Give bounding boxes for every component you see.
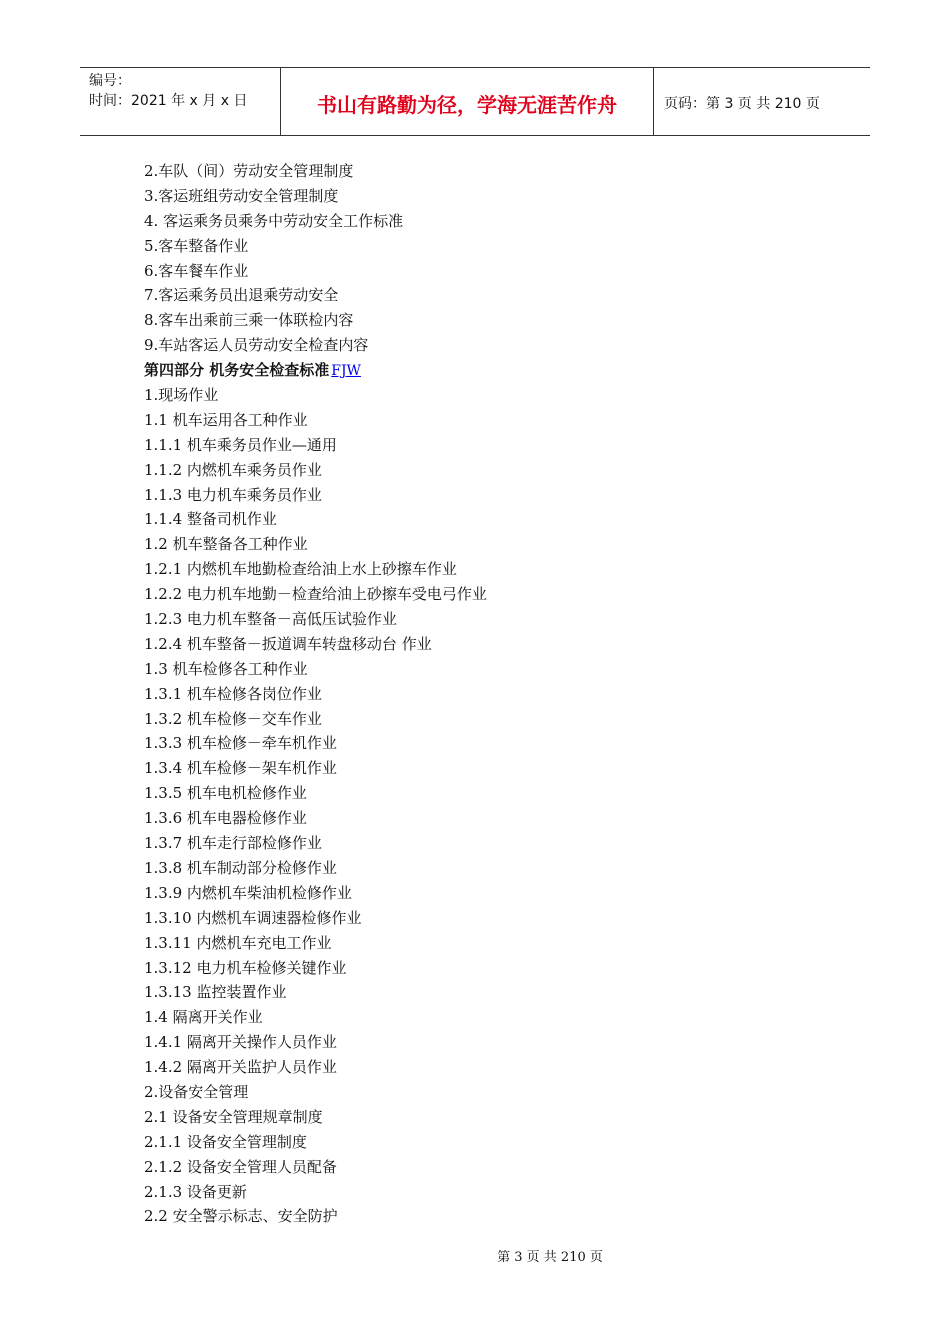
fjw-link[interactable]: FJW	[331, 363, 361, 380]
toc-line	[144, 607, 844, 632]
toc-line-text: 3.客运班组劳动安全管理制度	[144, 186, 339, 205]
page-header	[80, 67, 870, 136]
toc-line-text: 1.1.2 内燃机车乘务员作业	[144, 460, 322, 479]
toc-line	[144, 1080, 844, 1105]
toc-line	[144, 1130, 844, 1155]
toc-line	[144, 931, 844, 956]
toc-line	[144, 433, 844, 458]
header-meta	[80, 68, 281, 135]
toc-line	[144, 781, 844, 806]
toc-line-text: 1.3.1 机车检修各岗位作业	[144, 684, 322, 703]
toc-line-text: 2.1 设备安全管理规章制度	[144, 1107, 323, 1126]
toc-line-text: 1.3.2 机车检修－交车作业	[144, 709, 322, 728]
toc-line-text: 7.客运乘务员出退乘劳动安全	[144, 286, 339, 305]
toc-line	[144, 1204, 844, 1229]
toc-line	[144, 881, 844, 906]
toc-line	[144, 1005, 844, 1030]
toc-line	[144, 682, 844, 707]
doc-time-label: 时间：2021 年 x 月 x 日	[89, 93, 248, 109]
toc-line	[144, 1105, 844, 1130]
toc-line-text: 2.1.1 设备安全管理制度	[144, 1132, 307, 1151]
toc-line-text: 1.3.13 监控装置作业	[144, 983, 287, 1002]
toc-line	[144, 1155, 844, 1180]
toc-line	[144, 856, 844, 881]
toc-line-text: 2.设备安全管理	[144, 1082, 249, 1101]
toc-line-text: 1.现场作业	[144, 386, 219, 405]
toc-line-text: 5.客车整备作业	[144, 236, 249, 255]
toc-line-text: 1.4.2 隔离开关监护人员作业	[144, 1058, 337, 1077]
toc-line-text: 1.1.3 电力机车乘务员作业	[144, 485, 322, 504]
toc-line-text: 1.3.6 机车电器检修作业	[144, 809, 307, 828]
toc-line-text: 1.4 隔离开关作业	[144, 1008, 263, 1027]
toc-line	[144, 308, 844, 333]
doc-number-label: 编号：	[89, 73, 131, 89]
header-page-info: 页码：第 3 页 共 210 页	[664, 95, 820, 112]
toc-line	[144, 184, 844, 209]
toc-line	[144, 731, 844, 756]
toc-line	[144, 1055, 844, 1080]
toc-line-text: 4. 客运乘务员乘务中劳动安全工作标准	[144, 211, 404, 230]
section-heading	[144, 358, 844, 383]
toc-line	[144, 707, 844, 732]
toc-line-text: 1.3.10 内燃机车调速器检修作业	[144, 908, 362, 927]
toc-line	[144, 483, 844, 508]
toc-line	[144, 234, 844, 259]
toc-line-text: 2.1.2 设备安全管理人员配备	[144, 1157, 337, 1176]
toc-line	[144, 980, 844, 1005]
toc-list	[144, 159, 844, 1229]
toc-line	[144, 532, 844, 557]
toc-line	[144, 657, 844, 682]
page-footer: 第 3 页 共 210 页	[497, 1250, 603, 1265]
toc-line	[144, 507, 844, 532]
toc-line	[144, 283, 844, 308]
toc-line	[144, 756, 844, 781]
toc-line-text: 第四部分 机务安全检查标准	[144, 361, 330, 380]
toc-line-text: 1.2 机车整备各工种作业	[144, 535, 308, 554]
toc-line-text: 1.3.11 内燃机车充电工作业	[144, 933, 332, 952]
toc-line	[144, 906, 844, 931]
toc-line	[144, 383, 844, 408]
toc-line-text: 1.2.3 电力机车整备－高低压试验作业	[144, 610, 397, 629]
toc-line	[144, 557, 844, 582]
toc-line	[144, 458, 844, 483]
toc-line	[144, 1180, 844, 1205]
toc-line-text: 1.3.9 内燃机车柴油机检修作业	[144, 883, 352, 902]
toc-line-text: 6.客车餐车作业	[144, 261, 249, 280]
toc-line	[144, 159, 844, 184]
toc-line-text: 1.1.1 机车乘务员作业—通用	[144, 435, 337, 454]
toc-line	[144, 259, 844, 284]
toc-line-text: 1.2.2 电力机车地勤－检查给油上砂擦车受电弓作业	[144, 585, 487, 604]
toc-line-text: 1.3.7 机车走行部检修作业	[144, 834, 322, 853]
toc-line-text: 1.1 机车运用各工种作业	[144, 410, 308, 429]
toc-line-text: 2.2 安全警示标志、安全防护	[144, 1207, 338, 1226]
toc-line-text: 1.1.4 整备司机作业	[144, 510, 277, 529]
toc-line	[144, 831, 844, 856]
header-motto: 书山有路勤为径，学海无涯苦作舟	[281, 68, 654, 135]
toc-line-text: 2.车队（间）劳动安全管理制度	[144, 162, 354, 180]
toc-line-text: 1.2.4 机车整备－扳道调车转盘移动台 作业	[144, 634, 432, 653]
toc-line-text: 1.3.12 电力机车检修关键作业	[144, 958, 347, 977]
toc-line	[144, 956, 844, 981]
toc-line-text: 1.3.3 机车检修－牵车机作业	[144, 734, 337, 753]
toc-line-text: 2.1.3 设备更新	[144, 1182, 247, 1201]
toc-line-text: 1.4.1 隔离开关操作人员作业	[144, 1033, 337, 1052]
toc-line	[144, 806, 844, 831]
toc-line-text: 1.2.1 内燃机车地勤检查给油上水上砂擦车作业	[144, 560, 457, 579]
toc-line	[144, 582, 844, 607]
toc-line-text: 1.3.8 机车制动部分检修作业	[144, 858, 337, 877]
toc-line	[144, 209, 844, 234]
toc-line-text: 9.车站客运人员劳动安全检查内容	[144, 336, 369, 355]
toc-line	[144, 632, 844, 657]
toc-line-text: 1.3 机车检修各工种作业	[144, 659, 308, 678]
toc-line	[144, 333, 844, 358]
toc-line	[144, 408, 844, 433]
toc-line-text: 1.3.4 机车检修－架车机作业	[144, 759, 337, 778]
toc-line-text: 1.3.5 机车电机检修作业	[144, 784, 307, 803]
toc-line	[144, 1030, 844, 1055]
toc-line-text: 8.客车出乘前三乘一体联检内容	[144, 311, 354, 330]
